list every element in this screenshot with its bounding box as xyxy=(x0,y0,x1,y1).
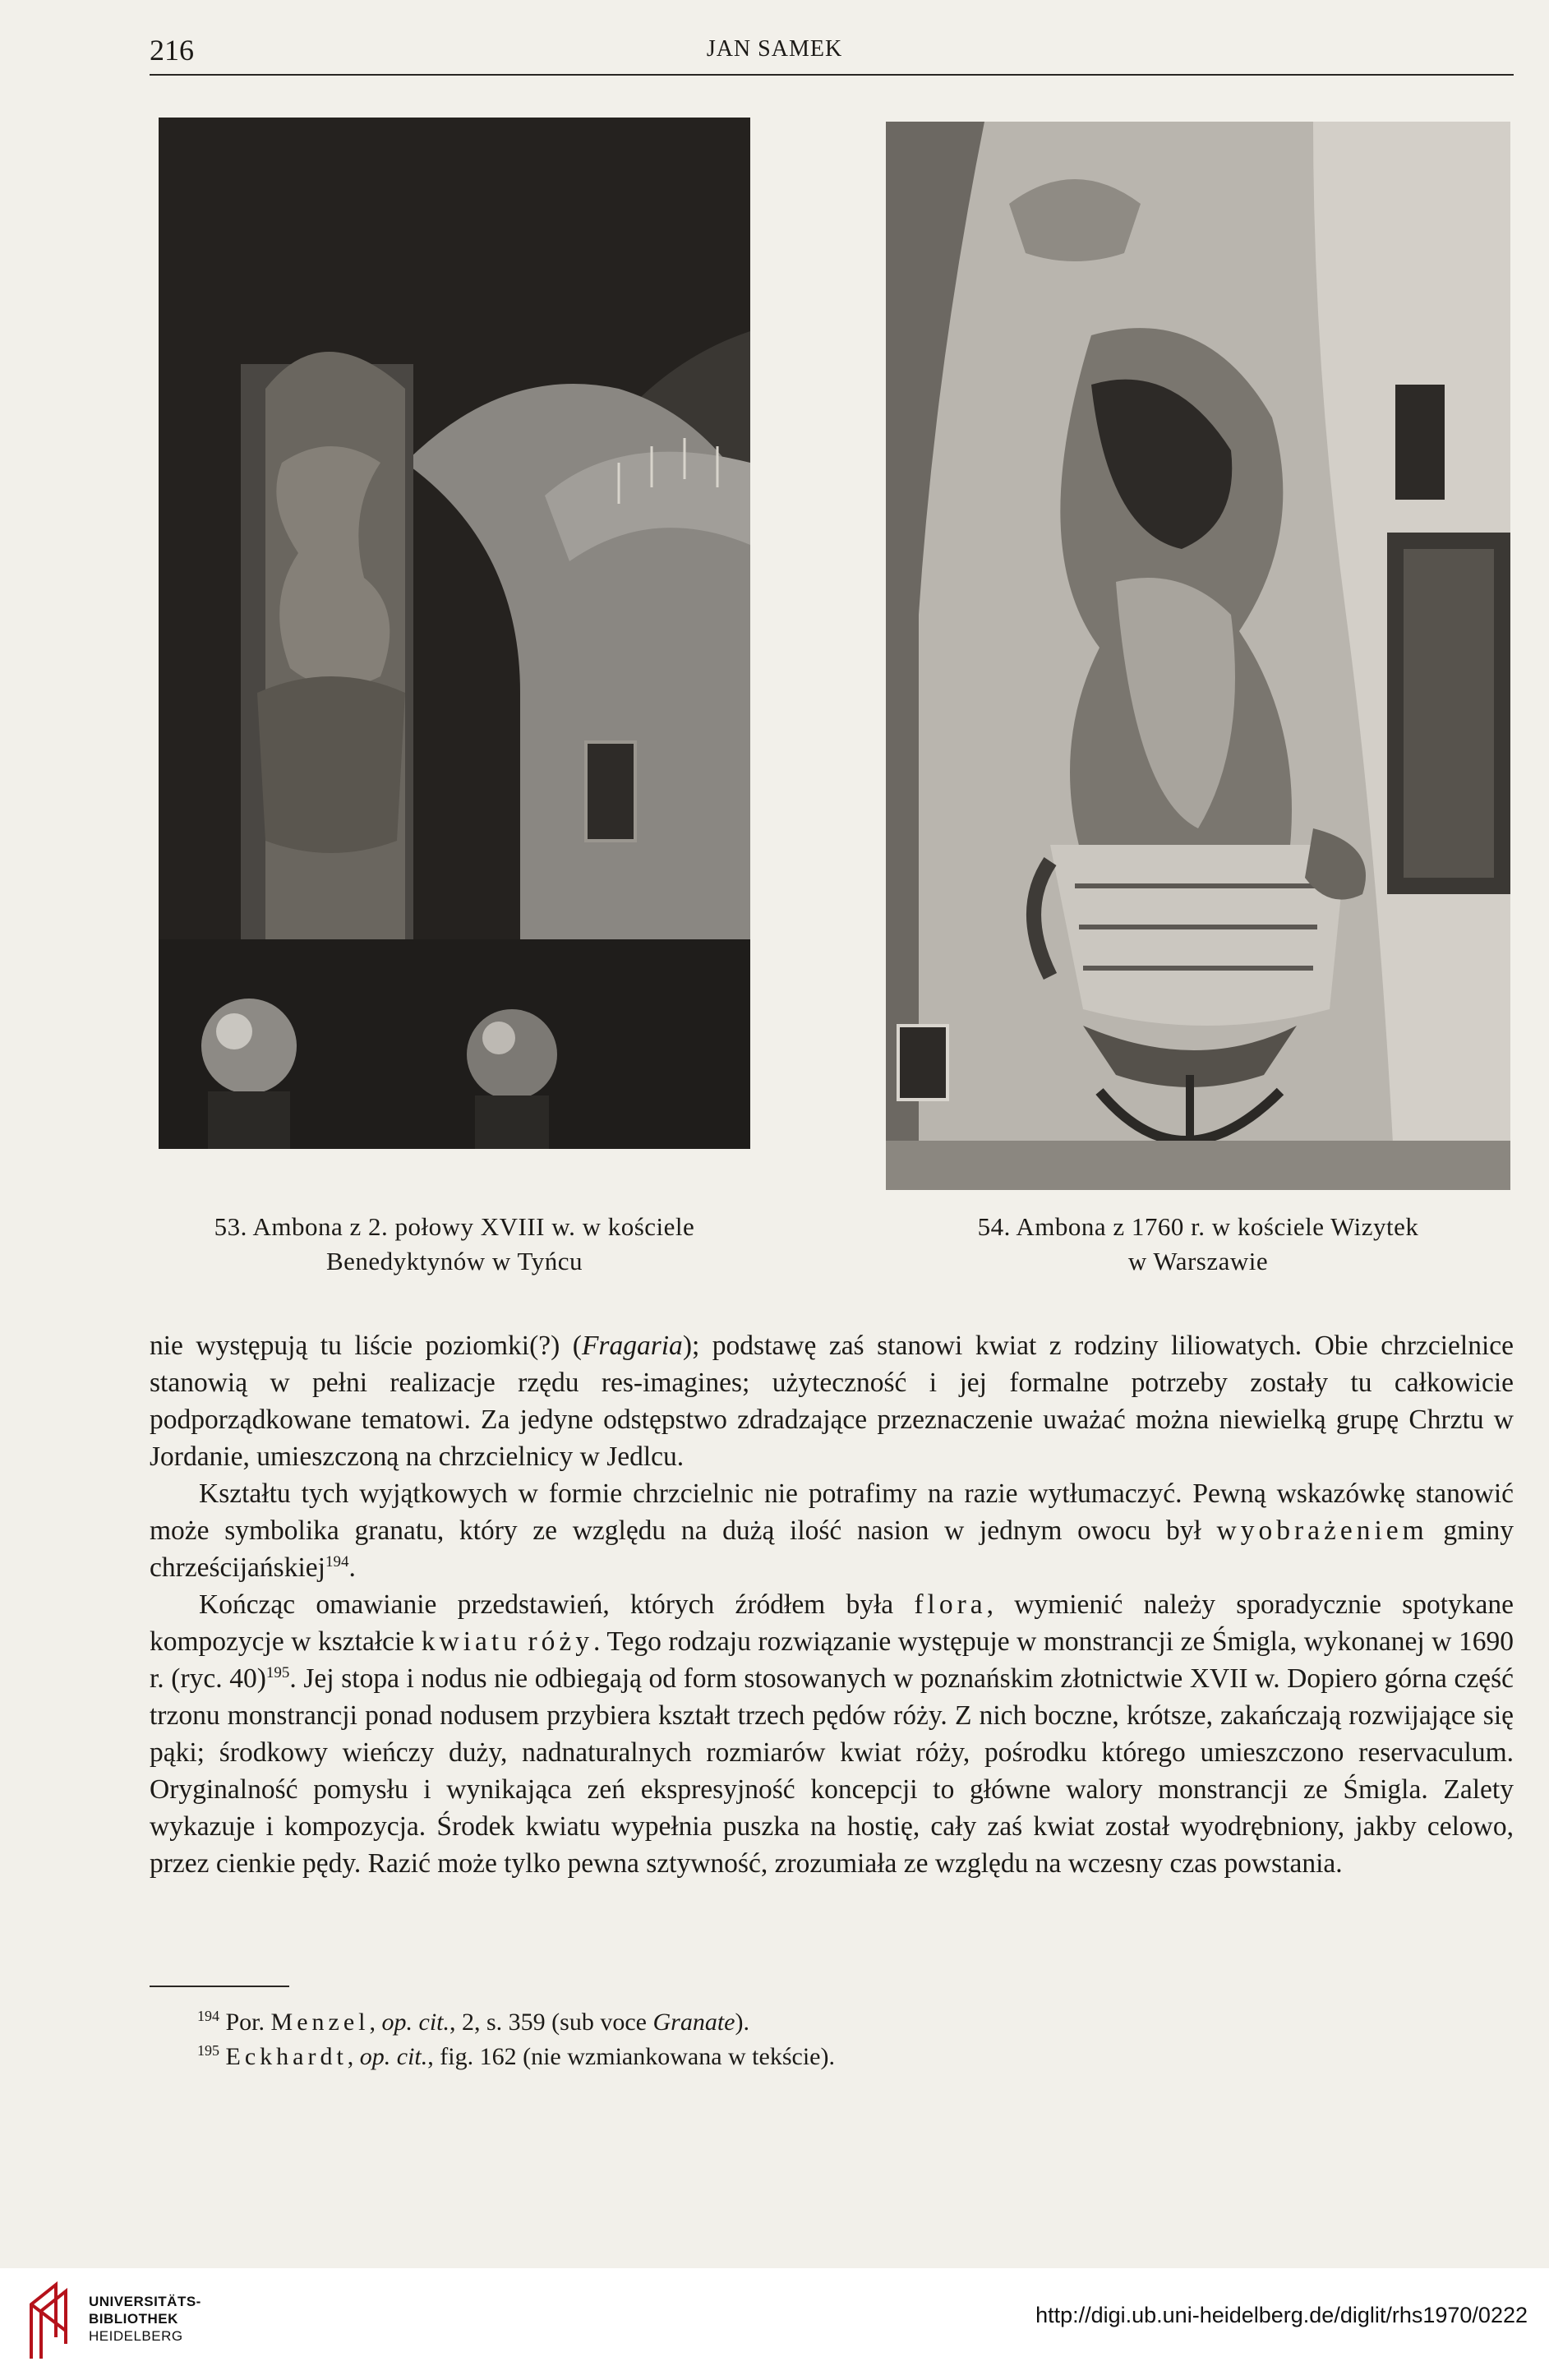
paragraph-3 xyxy=(150,1586,1514,1882)
library-name-line: BIBLIOTHEK xyxy=(89,2311,178,2327)
pulpit-tyniec-image xyxy=(159,118,750,1149)
figure-54-caption xyxy=(886,1210,1510,1279)
text-run: . xyxy=(348,1552,356,1583)
pulpit-warsaw-image xyxy=(886,122,1510,1190)
footnote-number: 194 xyxy=(197,2008,219,2024)
library-name-line: UNIVERSITÄTS- xyxy=(89,2294,201,2309)
body-text xyxy=(150,1327,1514,1882)
caption-line: Benedyktynów w Tyńcu xyxy=(325,1247,583,1275)
text-run: , 2, s. 359 (sub voce xyxy=(449,2009,653,2036)
spaced-word: róży xyxy=(528,1626,594,1657)
page-number: 216 xyxy=(150,34,194,67)
text-run: ). xyxy=(735,2009,749,2036)
footnote-author: Menzel xyxy=(270,2009,370,2036)
footnotes xyxy=(197,2005,1471,2074)
library-name xyxy=(89,2293,201,2345)
footnote-ref-195: 195 xyxy=(265,1663,290,1681)
library-logo-icon xyxy=(23,2280,74,2360)
text-run: Kształtu tych wyjątkowych w formie chrzcielnic nie potrafimy na razie wytłumaczyć. Pewną wskazówkę stanowić może symbolika granatu, który ze względu na dużą ilość nasion w jednym owocu był xyxy=(150,1478,1514,1546)
text-run: Por. xyxy=(225,2009,271,2036)
italic-term: Granate xyxy=(652,2009,735,2036)
footnote-194 xyxy=(197,2005,1471,2040)
caption-line: 54. Ambona z 1760 r. w kościele Wizytek xyxy=(977,1212,1419,1241)
italic-term: op. cit. xyxy=(381,2009,449,2036)
text-run: . Jej stopa i nodus nie odbiegają od form stosowanych w poznańskim złotnictwie XVII w. Dopiero górna część trzonu monstrancji ponad nodusem przybiera kształt trzech pędów róży. Z nich boczne, krótsze, zakańczają rozwijające się pąki; środkowy wieńczy duży, nadnaturalnych rozmiarów kwiat róży, pośrodku którego umieszczono reservaculum. Oryginalność pomysłu i wynikająca zeń ekspresyjność koncepcji to główne walory monstrancji ze Śmigla. Zalety wykazuje i kompozycja. Środek kwiatu wypełnia puszka na hostię, cały zaś kwiat został wyodrębniony, jakby celowo, przez cienkie pędy. Razić może tylko pewna sztywność, zrozumiała ze względu na wczesny czas powstania. xyxy=(150,1663,1514,1879)
figure-54-photo xyxy=(886,122,1510,1190)
spaced-word: kwiatu xyxy=(421,1626,521,1657)
footnote-rule xyxy=(150,1986,289,1987)
running-title: JAN SAMEK xyxy=(706,36,843,62)
caption-line: w Warszawie xyxy=(1127,1247,1269,1275)
footnote-195 xyxy=(197,2040,1471,2074)
italic-term: Fragaria xyxy=(581,1331,683,1361)
text-run: , wymienić należy sporadycznie spotykane kompozycje w kształcie xyxy=(150,1589,1514,1657)
footer-bar xyxy=(0,2268,1549,2380)
text-run: Kończąc omawianie przedstawień, których źródłem była xyxy=(199,1589,915,1620)
text-run: , xyxy=(347,2043,360,2070)
header-rule xyxy=(150,74,1514,76)
figure-53-caption xyxy=(159,1210,750,1279)
footnote-ref-194: 194 xyxy=(325,1552,349,1571)
spaced-word: wyobrażeniem xyxy=(1216,1515,1428,1546)
text-run: . Tego rodzaju rozwiązanie występuje w monstrancji ze Śmigla, wykonanej w 1690 r. (ryc. 40) xyxy=(150,1626,1514,1694)
text-run xyxy=(521,1626,528,1657)
library-name-line: HEIDELBERG xyxy=(89,2328,183,2344)
figure-53-photo xyxy=(159,118,750,1149)
source-url[interactable]: http://digi.ub.uni-heidelberg.de/diglit/rhs1970/0222 xyxy=(1035,2303,1528,2327)
paragraph-1 xyxy=(150,1327,1514,1475)
caption-line: 53. Ambona z 2. połowy XVIII w. w kościele xyxy=(214,1212,695,1241)
italic-term: op. cit. xyxy=(359,2043,428,2070)
text-run: , fig. 162 (nie wzmiankowana w tekście). xyxy=(427,2043,835,2070)
spaced-word: flora xyxy=(914,1589,987,1620)
text-run: nie występują tu liście poziomki(?) ( xyxy=(150,1331,582,1361)
text-run: ); podstawę zaś stanowi kwiat z rodziny liliowatych. Obie chrzcielnice stanowią w pełni realizacje rzędu res-imagines; użyteczność i jej formalne potrzeby zostały tu całkowicie podporządkowane tematowi. Za jedyne odstępstwo zdradzające przeznaczenie uważać można niewielką grupę Chrztu w Jordanie, umieszczoną na chrzcielnicy w Jedlcu. xyxy=(150,1331,1514,1472)
footnote-author: Eckhardt xyxy=(225,2043,348,2070)
paragraph-2 xyxy=(150,1475,1514,1586)
text-run: , xyxy=(369,2009,382,2036)
text-run: gminy chrześcijańskiej xyxy=(150,1515,1514,1583)
footnote-number: 195 xyxy=(197,2042,219,2059)
